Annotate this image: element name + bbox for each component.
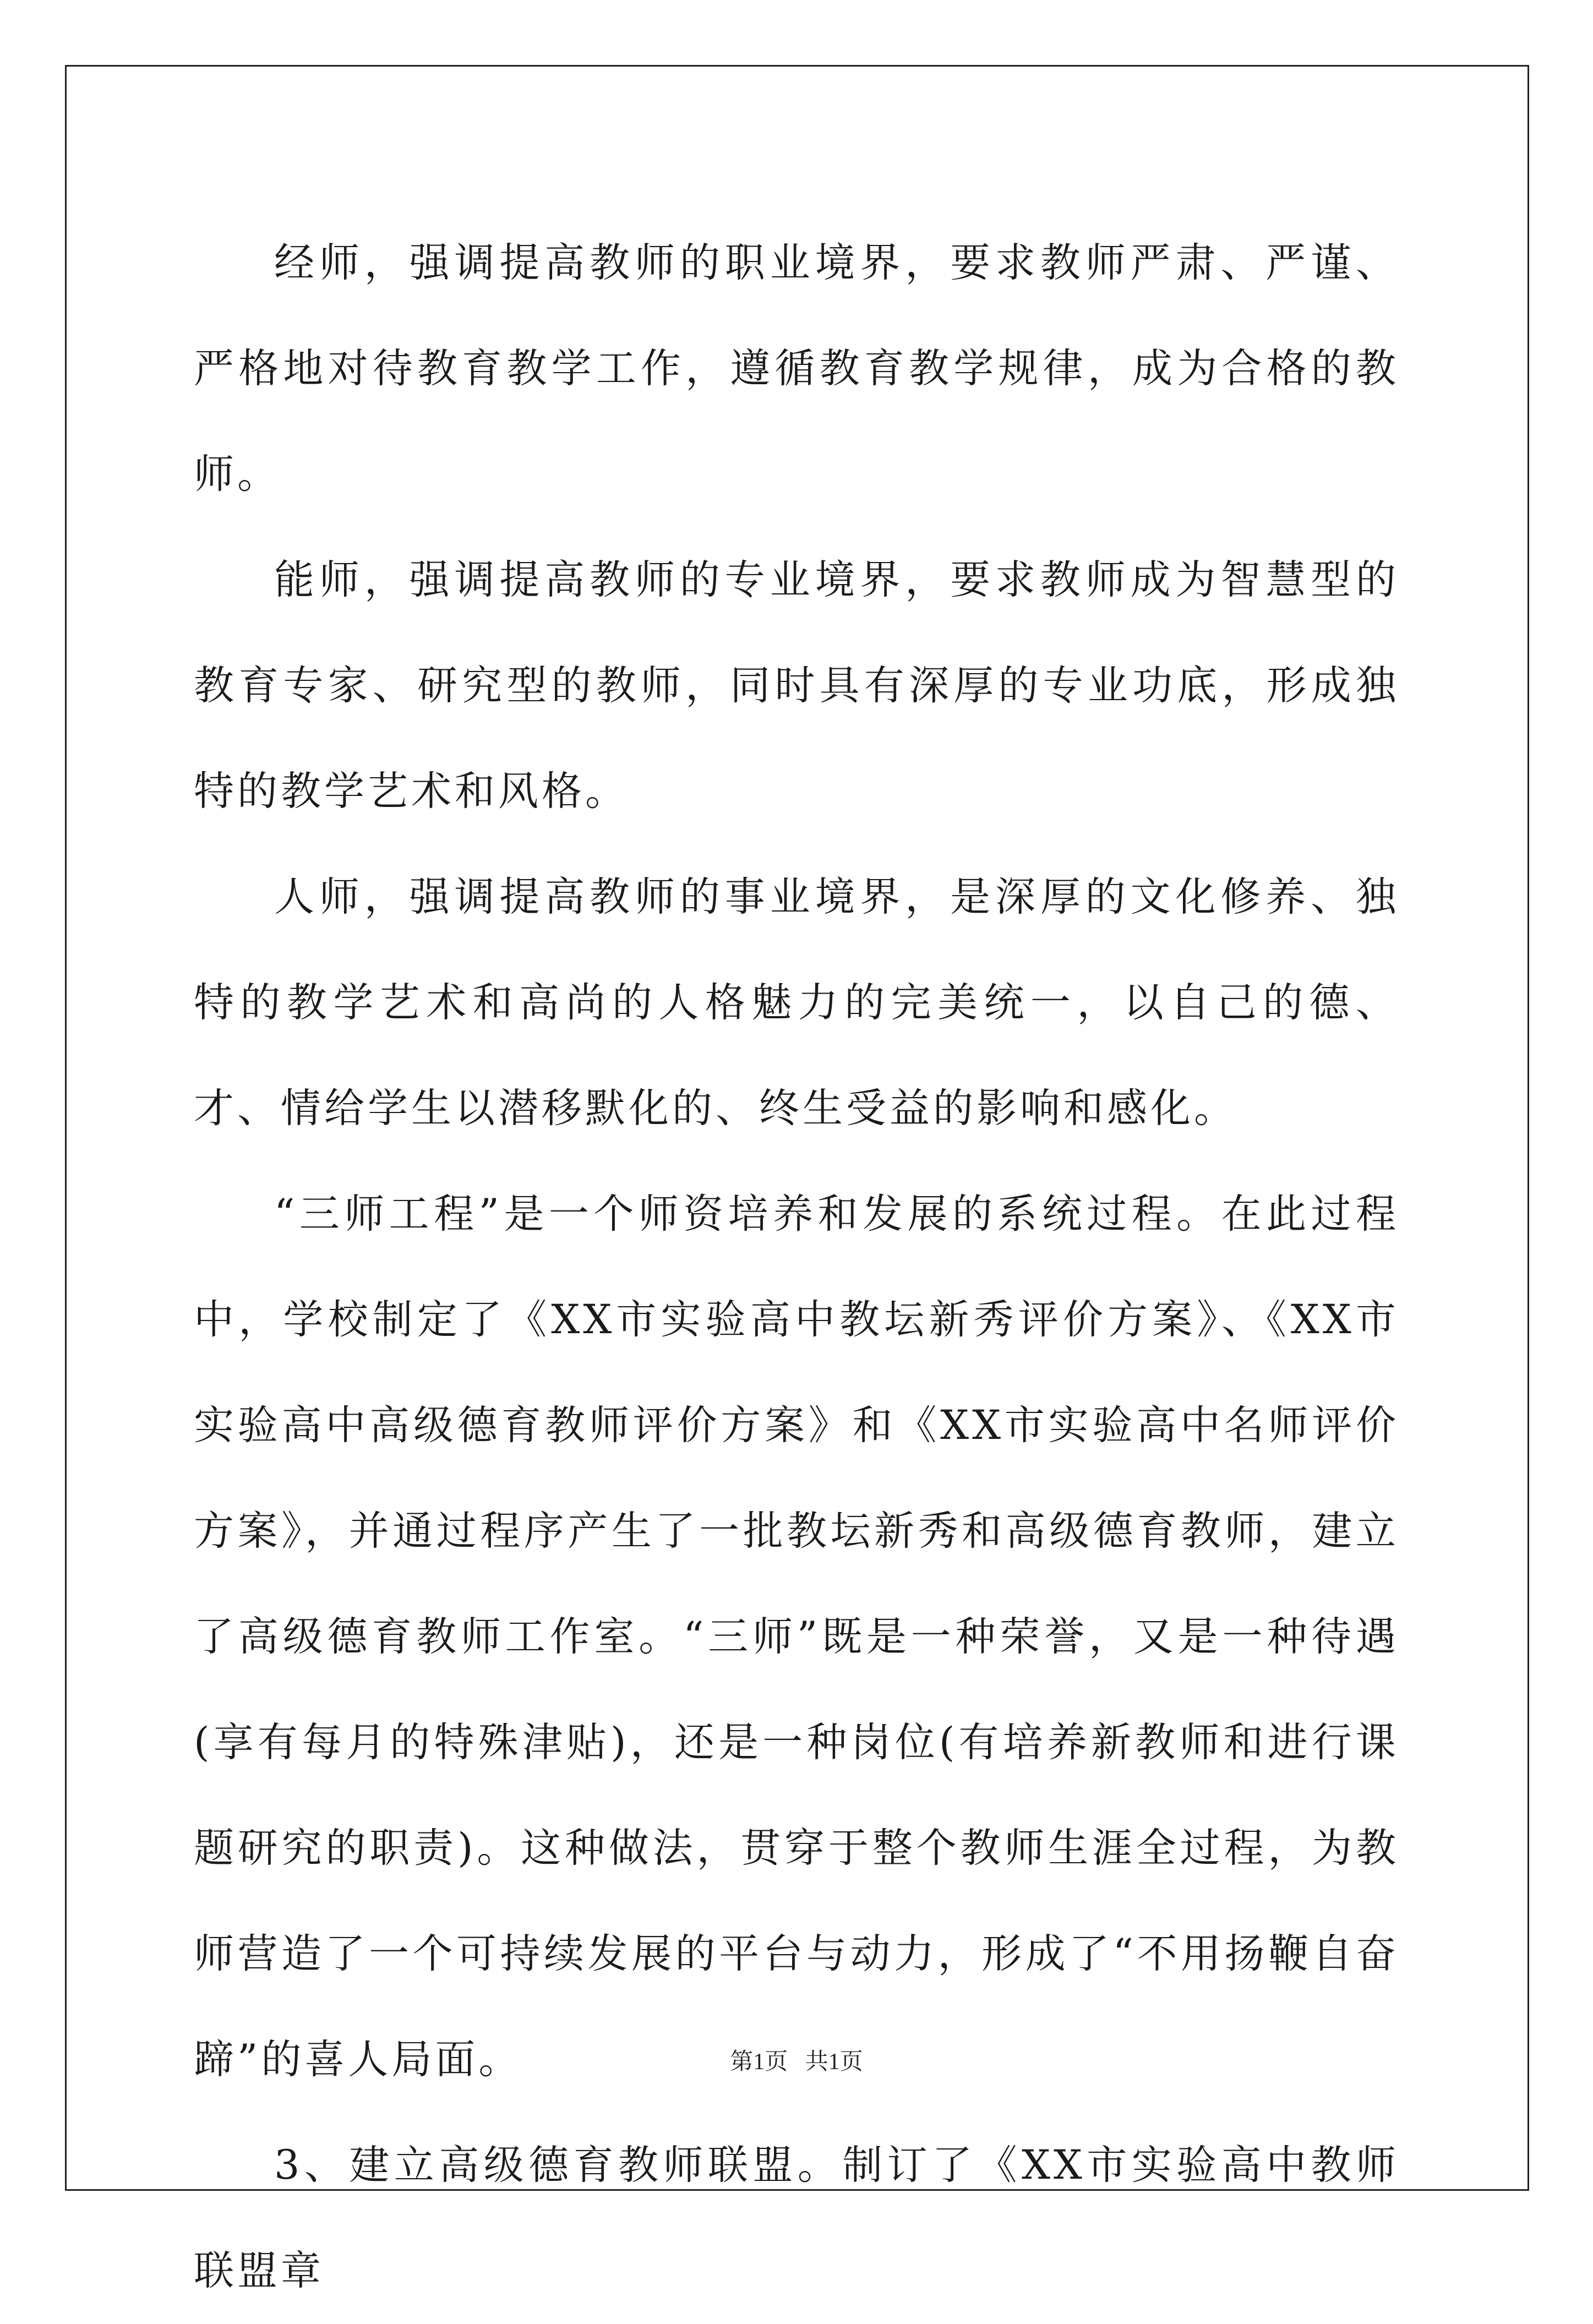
paragraph-renshi: 人师，强调提高教师的事业境界，是深厚的文化修养、独特的教学艺术和高尚的人格魅力的完美统一，以自己的德、才、情给学生以潜移默化的、终生受益的影响和感化。: [194, 874, 1399, 1132]
paragraph-jingshi: 经师，强调提高教师的职业境界，要求教师严肃、严谨、严格地对待教育教学工作，遵循教育教学规律，成为合格的教师。: [194, 239, 1399, 498]
paragraph-teacher-alliance: 3、建立高级德育教师联盟。制订了《XX市实验高中教师联盟章: [194, 2142, 1399, 2294]
document-body: [194, 210, 1399, 2324]
page-footer: 第1页 共1页: [730, 2049, 863, 2075]
paragraph-nengshi: 能师，强调提高教师的专业境界，要求教师成为智慧型的教育专家、研究型的教师，同时具有深厚的专业功底，形成独特的教学艺术和风格。: [194, 557, 1399, 815]
paragraph-sanshi-gongcheng: “三师工程”是一个师资培养和发展的系统过程。在此过程中，学校制定了《XX市实验高中教坛新秀评价方案》、《XX市实验高中高级德育教师评价方案》和《XX市实验高中名师评价方案》，并通过程序产生了一批教坛新秀和高级德育教师，建立了高级德育教师工作室。“三师”既是一种荣誉，又是一种待遇(享有每月的特殊津贴)，还是一种岗位(有培养新教师和进行课题研究的职责)。这种做法，贯穿于整个教师生涯全过程，为教师营造了一个可持续发展的平台与动力，形成了“不用扬鞭自奋蹄”的喜人局面。: [194, 1191, 1399, 2083]
